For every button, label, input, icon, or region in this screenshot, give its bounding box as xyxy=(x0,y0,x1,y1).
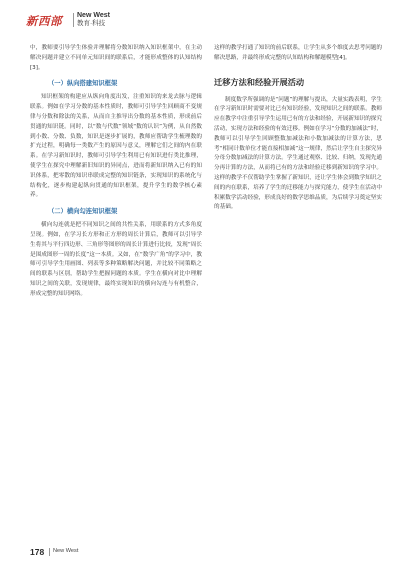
footer-brand: New West xyxy=(53,548,79,554)
intro-paragraph: 中，教师要引导学生体验并理解将分数知识纳入知识框架中，在主动解决问题并建立不同单元知识间的联系后，才能形成整体的认知结构[3]。 xyxy=(30,45,202,71)
chapter-paragraph: 制度数学所强调的是“问题”的理解与提出，大量实践表明，学生在学习新知识时需要对比已有知识经验，发现知识之间的联系。教师应在教学中注重引导学生运用已有的方法和经验，开展新知识的探究活动，实现方法和经验的有效迁移。例如在学习“分数的加减法”时，教师可以引导学生回顾整数加减法和小数加减法的计算方法，思考“相同计数单位才能直接相加减”这一规律，然后让学生自主探究异分母分数加减法的计算方法。学生通过观察、比较、归纳，发现先通分再计算的方法，从而将已有的方法和经验迁移到新知识的学习中。这样的教学不仅帮助学生掌握了新知识，还让学生体会到数学知识之间的内在联系，培养了学生的迁移能力与探究能力，使学生在活动中积累数学活动经验，形成良好的数学思维品质，为后续学习奠定坚实的基础。 xyxy=(214,96,383,211)
right-column xyxy=(214,44,382,213)
header-brand xyxy=(77,12,110,27)
left-column xyxy=(30,44,202,300)
header-divider xyxy=(73,13,74,27)
page-number: 178 xyxy=(30,547,45,557)
section-paragraph-vertical: 知识框架的构建应从纵向角度出发，注重知识的来龙去脉与逻辑联系。例如在学习分数的基本性质时，教师可引导学生回顾商不变规律与分数和除法的关系，从而自主推导出分数的基本性质，形成前后贯通的知识链。同时，以“数与代数”领域“数的认识”为例，从自然数到小数、分数、负数，知识是逐步扩展的，教师应帮助学生梳理数的扩充过程，明确每一类数产生的原因与意义，理解它们之间的内在联系。在学习新知识时，教师可引导学生利用已有知识进行类比推理，使学生在探究中理解新旧知识的异同点，进而将新知识纳入已有的知识体系，把零散的知识串联成完整的知识链条，实现知识的系统化与结构化，逐步构建起纵向贯通的知识框架，提升学生的数学核心素养。 xyxy=(30,94,202,199)
footer-divider xyxy=(49,548,50,556)
section-title-vertical: （一）纵向搭建知识框架 xyxy=(48,80,118,88)
section-title-horizontal: （二）横向勾连知识框架 xyxy=(48,208,118,216)
page-header xyxy=(0,0,402,30)
right-top-paragraph: 这样的教学打通了知识的前后联系，让学生从多个维度去思考问题的解决思路，并最终形成完整的认知结构和解题模型[4]。 xyxy=(214,45,382,61)
chapter-title: 迁移方法和经验开展活动 xyxy=(214,76,305,87)
magazine-logo: 新西部 xyxy=(26,14,62,28)
brand-name: New West xyxy=(77,12,110,19)
brand-subtitle: 教育·科技 xyxy=(77,19,106,27)
page-footer xyxy=(30,547,202,557)
section-paragraph-horizontal: 横向勾连就是把不同知识之间的共性关系，用联系的方式多角度呈现。例如，在学习长方形和正方形的周长计算后，教师可以引导学生将其与平行四边形、三角形等图形的周长计算进行比较，发现“周长是围成图形一周的长度”这一本质。又如，在“数学广角”的学习中，教师可引导学生用画图、列表等多种策略解决问题，并比较不同策略之间的联系与区别，帮助学生把握问题的本质。学生在横向对比中理解知识之间的关联，发现规律，最终实现知识的横向勾连与有机整合，形成完整的知识网络。 xyxy=(30,222,202,297)
